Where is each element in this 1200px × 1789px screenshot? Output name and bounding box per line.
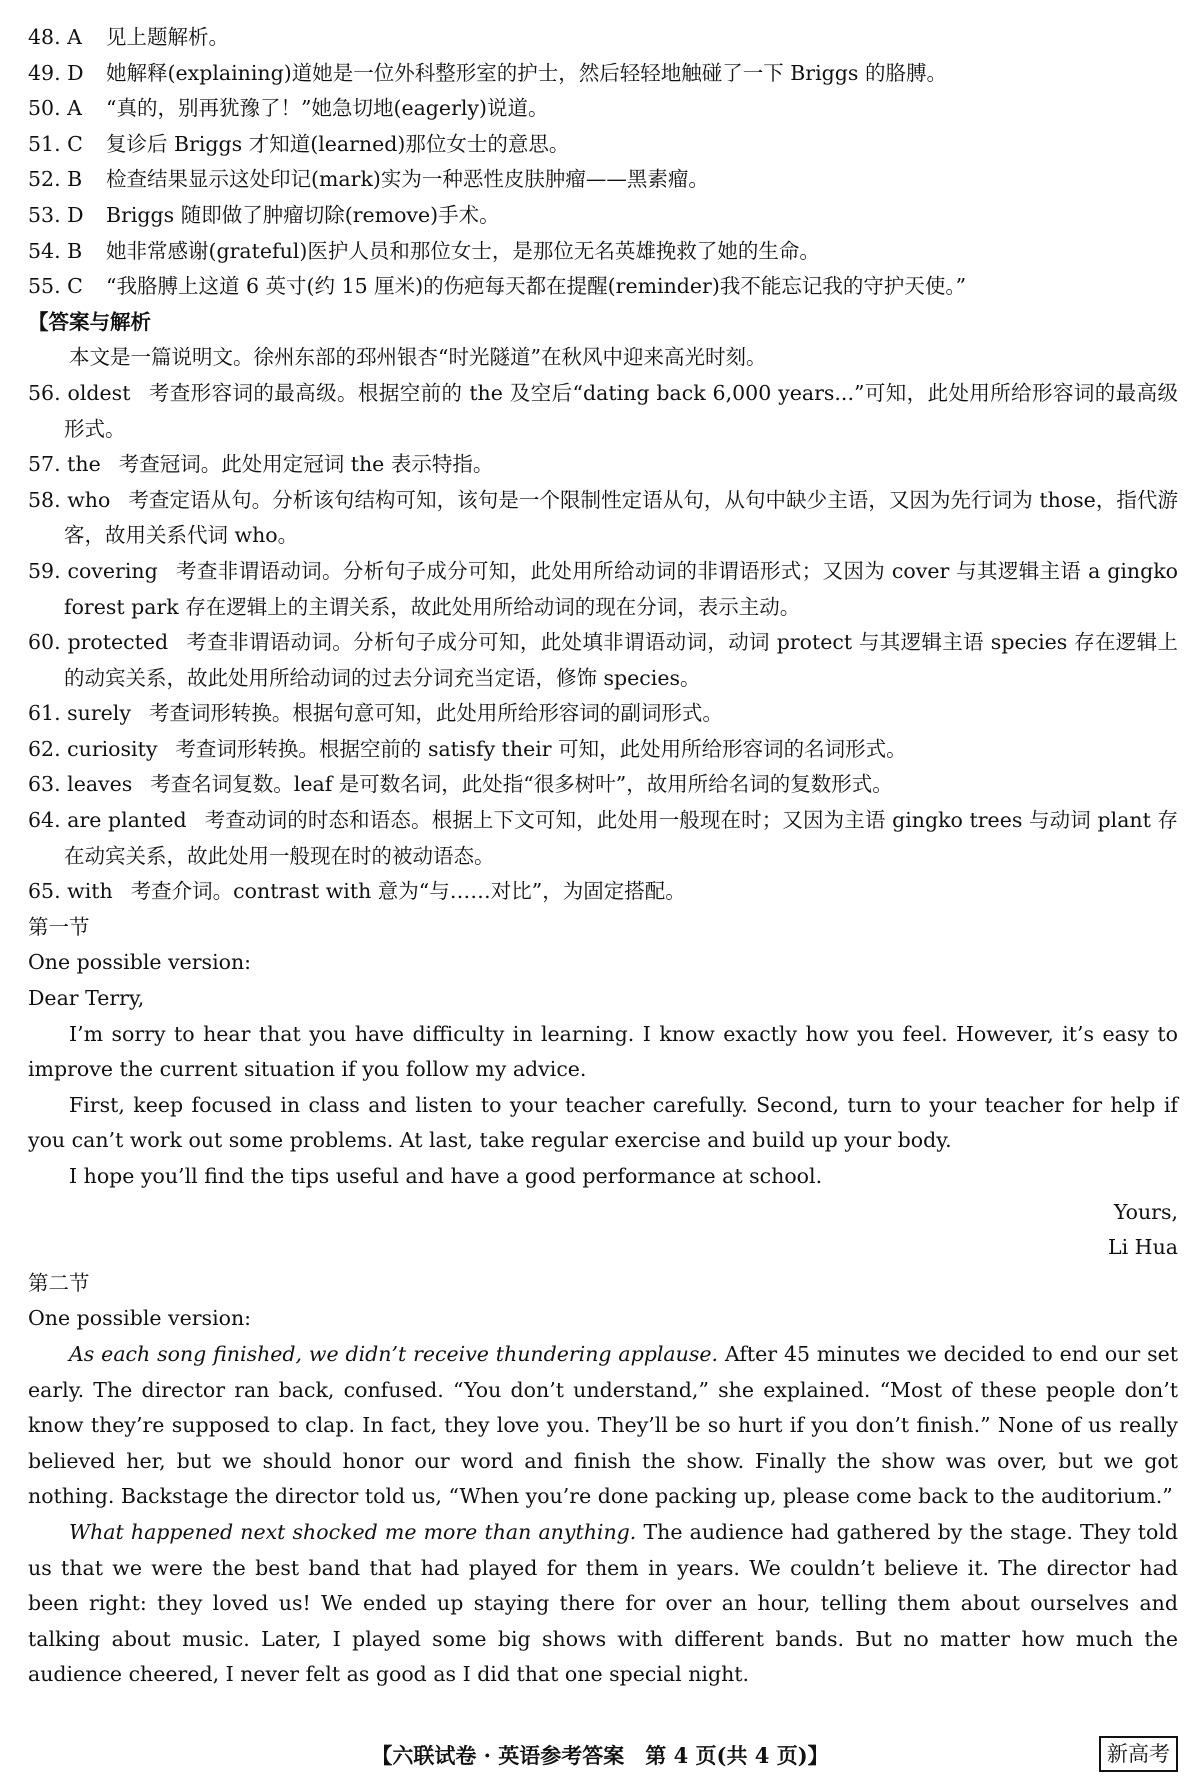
cloze-answer-54 [28,234,1178,270]
footer-page-info: 【六联试卷 · 英语参考答案 第 4 页(共 4 页)】 [371,1743,829,1768]
section-heading-answers: 【答案与解析 [28,309,151,334]
page-footer [0,1736,1200,1776]
item-explanation: 她解释(explaining)道她是一位外科整形室的护士，然后轻轻地触碰了一下 Briggs 的胳膊。 [106,60,947,85]
sample-label: One possible version: [28,1306,252,1331]
item-number: 63. [28,772,61,797]
item-answer: oldest [67,380,131,405]
item-answer: leaves [67,772,133,797]
cloze-answer-50 [28,91,1178,127]
item-explanation: 考查非谓语动词。分析句子成分可知，此处填非谓语动词，动词 protect 与其逻辑主语 species 存在逻辑上的动宾关系，故此处用所给动词的过去分词充当定语，修饰 species。 [64,630,1178,690]
item-number: 62. [28,736,61,761]
item-answer: protected [67,630,169,655]
grammar-answer-56 [28,376,1178,447]
given-opening-sentence: What happened next shocked me more than anything. [69,1519,637,1544]
item-number: 52. B [28,167,83,192]
item-number: 48. A [28,25,82,49]
item-explanation: 考查动词的时态和语态。根据上下文可知，此处用一般现在时；又因为主语 gingko trees 与动词 plant 存在动宾关系，故此处用一般现在时的被动语态。 [64,808,1178,868]
item-answer: surely [67,701,131,726]
item-explanation: 考查名词复数。leaf 是可数名词，此处指“很多树叶”，故用所给名词的复数形式。 [150,772,893,797]
letter-closing: Yours, [1113,1199,1178,1224]
item-answer: who [67,487,111,512]
item-explanation: 考查定语从句。分析该句结构可知，该句是一个限制性定语从句，从句中缺少主语，又因为先行词为 those，指代游客，故用关系代词 who。 [64,487,1178,548]
cloze-answer-55 [28,269,1178,305]
answer-sheet-page [28,20,1178,1693]
item-number: 58. [28,487,61,512]
item-number: 64. [28,808,61,833]
item-answer: covering [67,558,158,583]
passage-intro: 本文是一篇说明文。徐州东部的邳州银杏“时光隧道”在秋风中迎来高光时刻。 [69,345,767,370]
cloze-answer-49 [28,56,1178,92]
item-answer: curiosity [67,736,158,761]
item-explanation: 考查词形转换。根据空前的 satisfy their 可知，此处用所给形容词的名词形式。 [175,736,907,761]
letter-paragraph-2: First, keep focused in class and listen to your teacher carefully. Second, turn to your teacher for help if you can’t work out some problems. At last, take regular exercise and build up your body. [28,1092,1178,1153]
item-answer: with [67,879,113,904]
item-number: 53. D [28,202,84,227]
paragraph-text: After 45 minutes we decided to end our set early. The director ran back, confused. “You don’t understand,” she explained. “Most of these people don’t know they’re supposed to clap. In fact, they love you. They’ll be so hurt if you don’t finish.” None of us really believed her, but we should honor our word and finish the show. Finally the show was over, but we got nothing. Backstage the director told us, “When you’re done packing up, please come back to the auditorium.” [28,1341,1178,1509]
cloze-answer-48 [28,20,1178,56]
item-explanation: 考查介词。contrast with 意为“与……对比”，为固定搭配。 [130,879,686,904]
paragraph-text: The audience had gathered by the stage. They told us that we were the best band that had played for them in years. We couldn’t believe it. The director had been right: they loved us! We ended up staying there for over an hour, telling them about ourselves and talking about music. Later, I played some big shows with different bands. But no matter how much the audience cheered, I never felt as good as I did that one special night. [28,1519,1178,1687]
item-explanation: 检查结果显示这处印记(mark)实为一种恶性皮肤肿瘤——黑素瘤。 [106,167,709,192]
item-explanation: 考查冠词。此处用定冠词 the 表示特指。 [118,452,494,477]
item-explanation: “我胳膊上这道 6 英寸(约 15 厘米)的伤疤每天都在提醒(reminder)我不能忘记我的守护天使。” [106,274,967,299]
item-number: 65. [28,879,61,904]
grammar-answer-63 [28,767,1178,803]
section-heading-part2: 第二节 [28,1270,90,1295]
section-heading-part1: 第一节 [28,914,90,939]
grammar-answer-60 [28,625,1178,696]
story-paragraph-1 [28,1337,1178,1515]
grammar-answer-65 [28,874,1178,910]
grammar-answer-59 [28,554,1178,625]
item-number: 50. A [28,96,82,121]
grammar-answer-64 [28,803,1178,874]
item-explanation: 见上题解析。 [106,25,229,49]
letter-paragraph-3: I hope you’ll find the tips useful and have a good performance at school. [69,1164,823,1188]
item-answer: are planted [67,808,187,833]
item-explanation: 考查非谓语动词。分析句子成分可知，此处用所给动词的非谓语形式；又因为 cover 与其逻辑主语 a gingko forest park 存在逻辑上的主谓关系，故此处用所给动词的现在分词，表示主动。 [64,558,1178,619]
grammar-answer-57 [28,447,1178,483]
letter-salutation: Dear Terry, [28,986,145,1011]
item-explanation: 她非常感谢(grateful)医护人员和那位女士，是那位无名英雄挽救了她的生命。 [106,238,820,263]
item-number: 61. [28,701,61,726]
item-explanation: Briggs 随即做了肿瘤切除(remove)手术。 [106,202,500,227]
item-number: 54. B [28,238,83,263]
given-opening-sentence: As each song finished, we didn’t receive thundering applause. [69,1341,719,1366]
item-number: 51. C [28,131,83,156]
item-answer: the [67,452,101,477]
letter-signature: Li Hua [1108,1235,1178,1260]
item-number: 55. C [28,274,83,299]
cloze-answer-52 [28,162,1178,198]
item-explanation: 考查形容词的最高级。根据空前的 the 及空后“dating back 6,000 years...”可知，此处用所给形容词的最高级形式。 [64,380,1178,441]
exam-type-stamp: 新高考 [1099,1736,1178,1772]
item-number: 49. D [28,60,84,85]
letter-paragraph-1: I’m sorry to hear that you have difficulty in learning. I know exactly how you feel. However, it’s easy to improve the current situation if you follow my advice. [28,1021,1178,1082]
item-number: 59. [28,558,61,583]
item-explanation: 考查词形转换。根据句意可知，此处用所给形容词的副词形式。 [148,701,723,726]
item-explanation: 复诊后 Briggs 才知道(learned)那位女士的意思。 [106,131,570,156]
grammar-answer-58 [28,483,1178,554]
item-number: 56. [28,380,61,405]
item-explanation: “真的，别再犹豫了！”她急切地(eagerly)说道。 [106,96,549,121]
sample-label: One possible version: [28,950,252,975]
item-number: 57. [28,452,61,477]
grammar-answer-62 [28,732,1178,768]
grammar-answer-61 [28,696,1178,732]
cloze-answer-51 [28,127,1178,163]
cloze-answer-53 [28,198,1178,234]
story-paragraph-2 [28,1515,1178,1693]
item-number: 60. [28,630,61,655]
